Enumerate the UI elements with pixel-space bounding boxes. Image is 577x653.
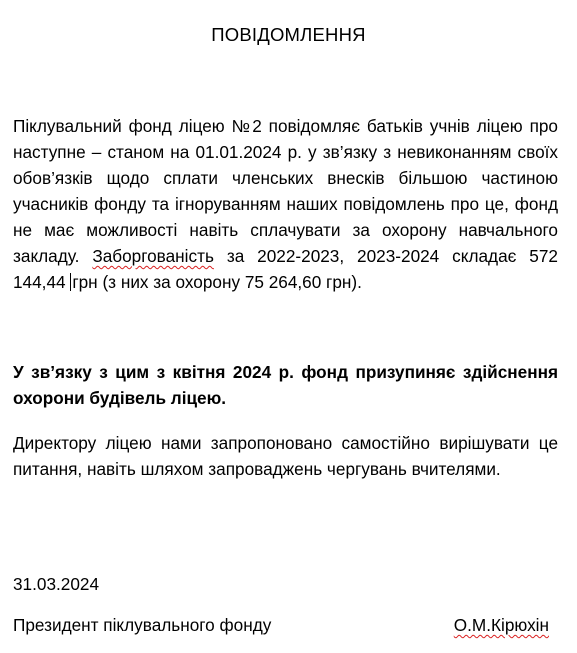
paragraph-debt-notice — [13, 113, 558, 295]
paragraph-director-proposal: Директору ліцею нами запропоновано самостійно вирішувати це питання, навіть шляхом запроваджень чергувань вчителями. — [13, 433, 558, 479]
document-title: ПОВІДОМЛЕННЯ — [211, 24, 366, 45]
spellcheck-flagged-word: Заборгованість — [92, 246, 214, 266]
document-date: 31.03.2024 — [13, 574, 100, 594]
signer-role: Президент піклувального фонду — [13, 615, 272, 635]
paragraph-debt-guard-text: грн (з них за охорону 75 264,60 грн). — [72, 272, 362, 292]
paragraph-suspension-bold: У зв’язку з цим з квітня 2024 р. фонд призупиняє здійснення охорони будівель ліцею. — [13, 362, 558, 408]
paragraph-debt-amount-text: за 2022-2023, 2023-2024 складає 572 144,44 — [13, 246, 558, 292]
paragraph-debt-notice-text: Піклувальний фонд ліцею №2 повідомляє батьків учнів ліцею про наступне – станом на 01.01.2024 р. у зв’язку з невиконанням своїх обов’язків щодо сплати членських внесків більшою частиною учасників фонду та ігноруванням наших повідомлень про це, фонд не має можливості навіть сплачувати за охорону навчального закладу. — [13, 116, 558, 266]
signer-name: О.М.Кірюхін — [453, 615, 549, 635]
